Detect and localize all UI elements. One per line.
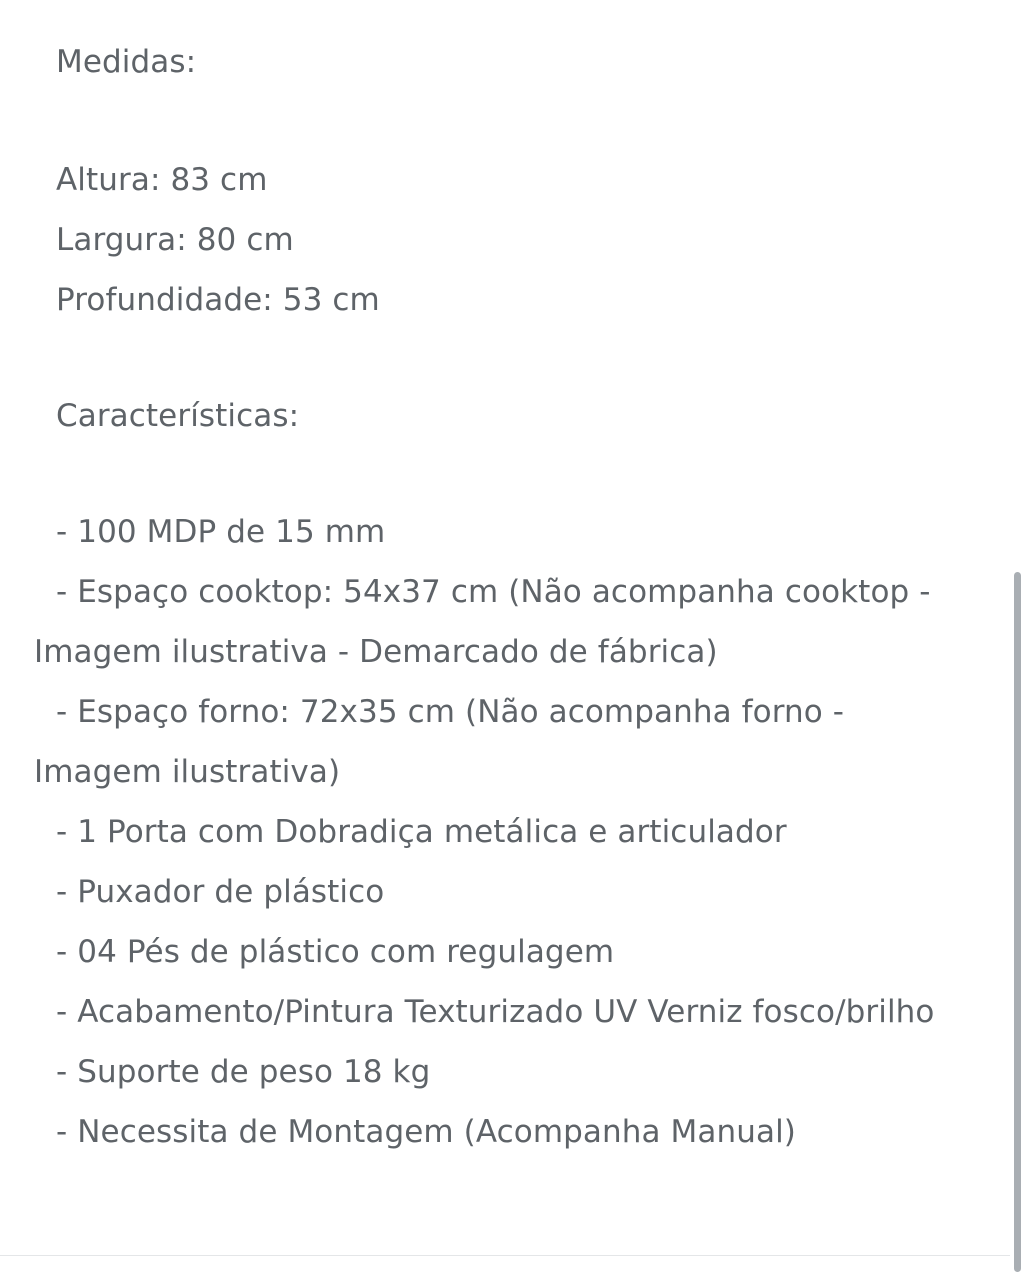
spacer xyxy=(34,330,966,386)
scrollbar-thumb[interactable] xyxy=(1014,572,1021,1272)
vertical-scrollbar[interactable] xyxy=(1010,0,1024,1280)
measure-altura: Altura: 83 cm xyxy=(56,162,268,198)
list-item: - Acabamento/Pintura Texturizado UV Verniz fosco/brilho xyxy=(56,994,935,1030)
list-item: - Puxador de plástico xyxy=(56,874,385,910)
measure-profundidade: Profundidade: 53 cm xyxy=(56,282,380,318)
list-item: - Suporte de peso 18 kg xyxy=(56,1054,431,1090)
list-item: - 04 Pés de plástico com regulagem xyxy=(56,934,615,970)
list-item: - Necessita de Montagem (Acompanha Manual) xyxy=(56,1114,796,1150)
section-heading-medidas: Medidas: xyxy=(56,44,197,80)
list-item: - 1 Porta com Dobradiça metálica e articulador xyxy=(56,814,787,850)
list-item: - Espaço forno: 72x35 cm (Não acompanha forno - Imagem ilustrativa) xyxy=(34,694,855,790)
list-item: - 100 MDP de 15 mm xyxy=(56,514,386,550)
divider xyxy=(0,1255,1010,1256)
list-item: - Espaço cooktop: 54x37 cm (Não acompanha cooktop - Imagem ilustrativa - Demarcado de fábrica) xyxy=(34,574,941,670)
spacer xyxy=(34,446,966,502)
section-heading-caracteristicas: Características: xyxy=(56,398,300,434)
spacer xyxy=(34,92,966,150)
measure-largura: Largura: 80 cm xyxy=(56,222,294,258)
